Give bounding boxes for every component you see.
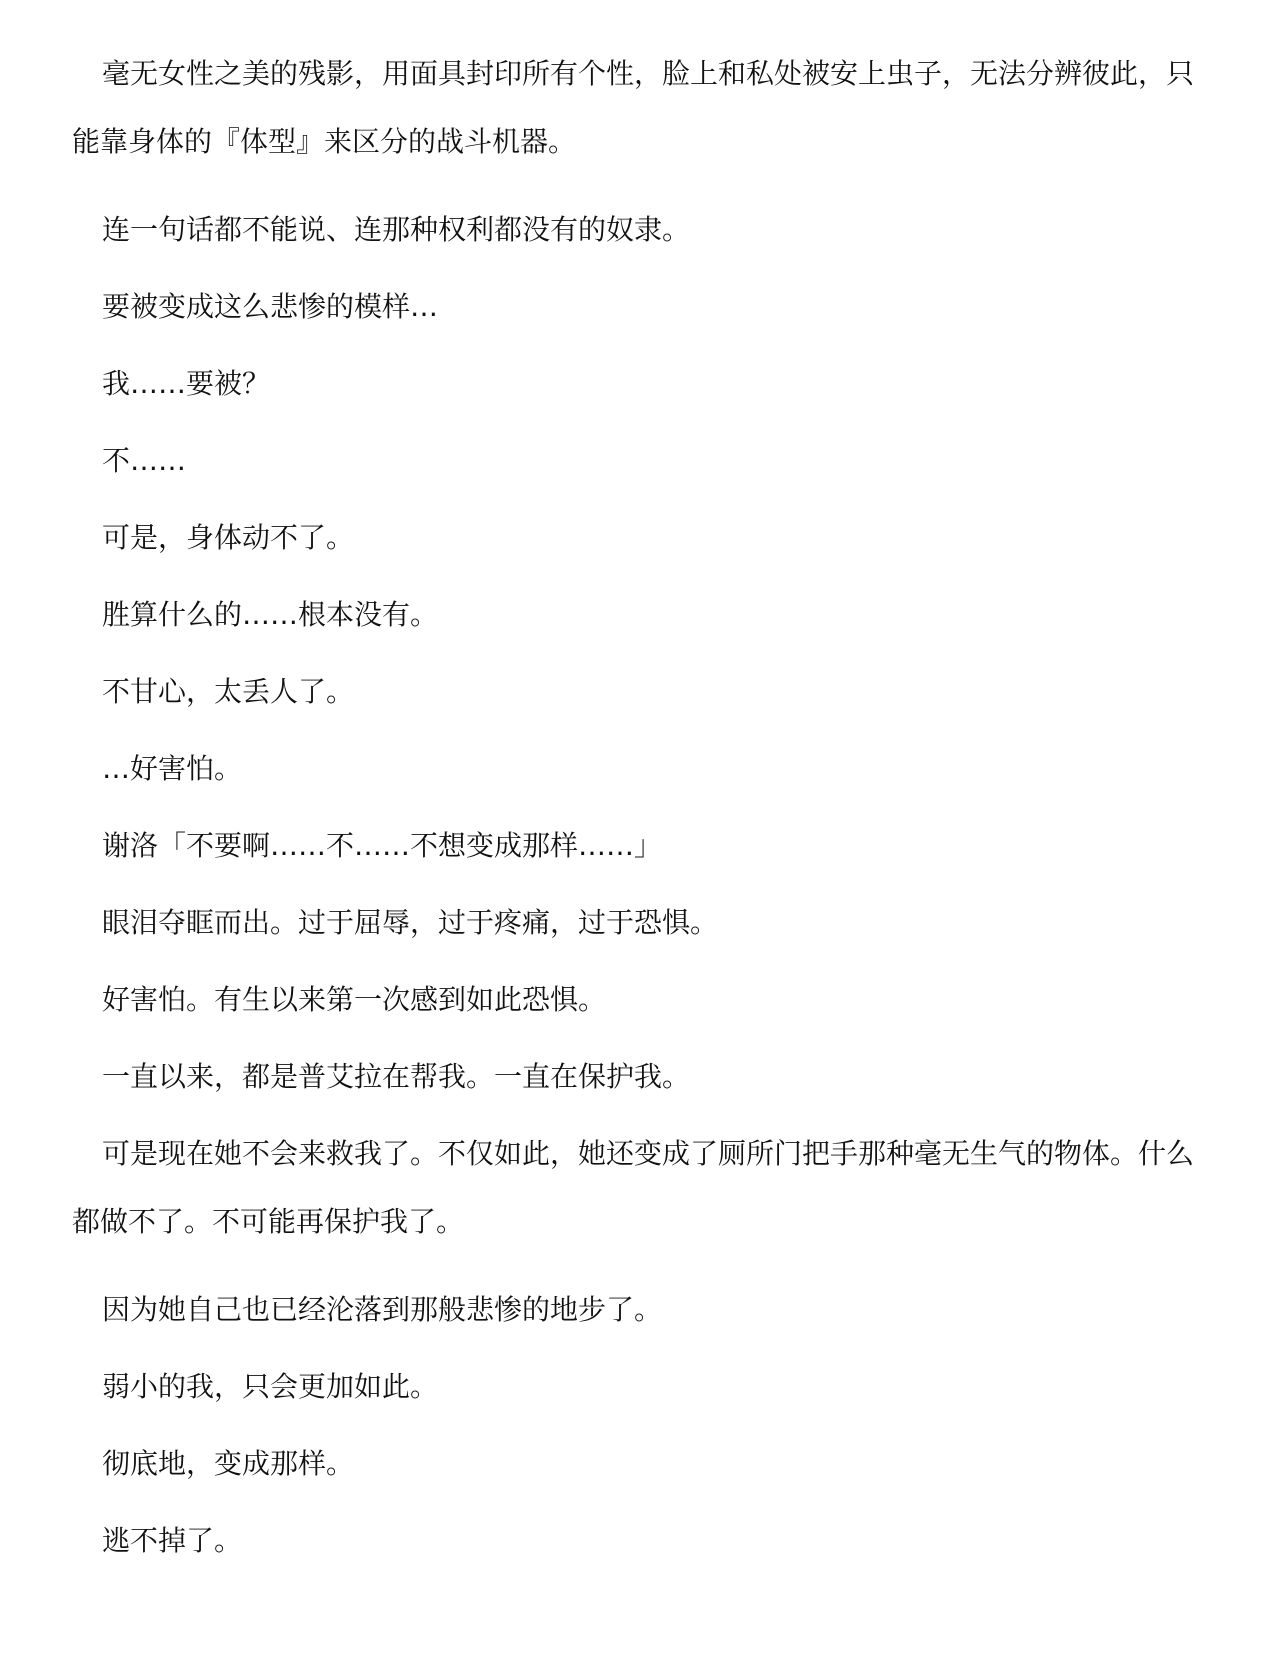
paragraph-14: 可是现在她不会来救我了。不仅如此，她还变成了厕所门把手那种毫无生气的物体。什么都做不了。不可能再保护我了。 (72, 1137, 1195, 1238)
paragraph-8: 不甘心，太丢人了。 (102, 675, 355, 708)
paragraph-10: 谢洛「不要啊……不……不想变成那样……」 (102, 829, 663, 862)
paragraph-4: 我……要被？ (102, 367, 271, 400)
paragraph-5: 不…… (102, 444, 187, 477)
paragraph-2: 连一句话都不能说、连那种权利都没有的奴隶。 (102, 213, 691, 246)
document-page (72, 40, 1212, 1584)
paragraph-7: 胜算什么的……根本没有。 (102, 598, 439, 631)
paragraph-17: 彻底地，变成那样。 (102, 1447, 355, 1480)
paragraph-11: 眼泪夺眶而出。过于屈辱，过于疼痛，过于恐惧。 (102, 906, 719, 939)
paragraph-18: 逃不掉了。 (102, 1524, 243, 1557)
paragraph-13: 一直以来，都是普艾拉在帮我。一直在保护我。 (102, 1060, 691, 1093)
paragraph-16: 弱小的我，只会更加如此。 (102, 1370, 439, 1403)
paragraph-9: …好害怕。 (102, 752, 243, 785)
paragraph-12: 好害怕。有生以来第一次感到如此恐惧。 (102, 983, 607, 1016)
paragraph-6: 可是，身体动不了。 (102, 521, 355, 554)
paragraph-15: 因为她自己也已经沦落到那般悲惨的地步了。 (102, 1293, 663, 1326)
paragraph-3: 要被变成这么悲惨的模样… (102, 290, 439, 323)
paragraph-1: 毫无女性之美的残影，用面具封印所有个性，脸上和私处被安上虫子，无法分辨彼此，只能靠身体的『体型』来区分的战斗机器。 (72, 57, 1195, 158)
